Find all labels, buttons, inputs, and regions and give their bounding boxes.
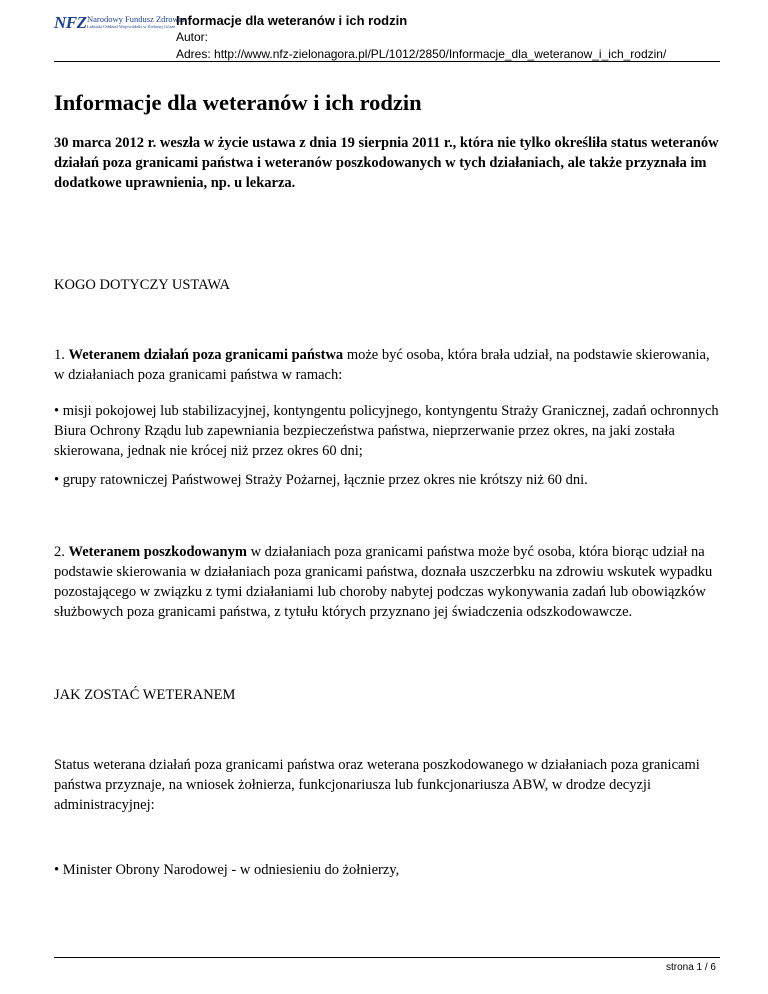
header-author: Autor: (176, 30, 209, 44)
page-number: strona 1 / 6 (665, 962, 716, 973)
term-weteran-poszkodowany: Weteranem poszkodowanym (68, 544, 247, 560)
paragraph-weteran-definition (54, 345, 722, 385)
page-header (0, 0, 768, 60)
nfz-logo-mark: NFZ (54, 13, 87, 32)
paragraph-text: może być osoba, która brała udział, na podstawie skierowania, w działaniach poza granicami państwa w ramach: (54, 347, 710, 383)
paragraph-text: w działaniach poza granicami państwa może być osoba, która biorąc udział na podstawie skierowania w działaniach poza granicami państwa, doznała uszczerbku na zdrowiu wskutek wypadku pozostającego w związku z tymi działaniami lub choroby nabytej podczas wykonywania zadań lub obowiązków służbowych poza granicami państwa, z tytułu których przyznano jej świadczenia odszkodowawcze. (54, 544, 713, 620)
list-item: • Minister Obrony Narodowej - w odniesieniu do żołnierzy, (54, 862, 400, 878)
term-weteran-dzialan: Weteranem działań poza granicami państwa (68, 347, 344, 363)
nfz-logo-branch: Lubuski Oddział Wojewódzki w Zielonej Górze (87, 24, 176, 29)
paragraph-number: 2. (54, 544, 65, 560)
header-divider (54, 61, 720, 62)
nfz-logo-name: Narodowy Fundusz Zdrowia (87, 14, 185, 24)
header-address-label: Adres: (176, 47, 211, 61)
intro-paragraph: 30 marca 2012 r. weszła w życie ustawa z dnia 19 sierpnia 2011 r., która nie tylko określiła status weteranów działań poza granicami państwa i weteranów poszkodowanych w tych działaniach, ale także przyznała im dodatkowe uprawnienia, np. u lekarza. (54, 135, 719, 191)
paragraph-status: Status weterana działań poza granicami państwa oraz weterana poszkodowanego w działaniach poza granicami państwa przyznaje, na wniosek żołnierza, funkcjonariusza lub funkcjonariusza ABW, w drodze decyzji administracyjnej: (54, 757, 700, 813)
page-title: Informacje dla weteranów i ich rodzin (54, 90, 422, 115)
header-title: Informacje dla weteranów i ich rodzin (176, 13, 408, 28)
list-item: • grupy ratowniczej Państwowej Straży Pożarnej, łącznie przez okres nie krótszy niż 60 dni. (54, 472, 588, 488)
footer-divider (54, 957, 720, 958)
section-heading-kogo-dotyczy: KOGO DOTYCZY USTAWA (54, 277, 230, 293)
nfz-logo (54, 12, 185, 36)
section-heading-jak-zostac: JAK ZOSTAĆ WETERANEM (54, 687, 236, 703)
header-meta (176, 12, 666, 63)
list-item: • misji pokojowej lub stabilizacyjnej, kontyngentu policyjnego, kontyngentu Straży Granicznej, zadań ochronnych Biura Ochrony Rządu lub zapewniania bezpieczeństwa państwa, nieprzerwanie przez okres, na jaki została skierowana, jednak nie krócej niż przez okres 60 dni; (54, 403, 719, 459)
paragraph-weteran-poszkodowany (54, 542, 722, 622)
header-address-url[interactable]: http://www.nfz-zielonagora.pl/PL/1012/2850/Informacje_dla_weteranow_i_ich_rodzin/ (214, 47, 667, 61)
paragraph-number: 1. (54, 347, 65, 363)
